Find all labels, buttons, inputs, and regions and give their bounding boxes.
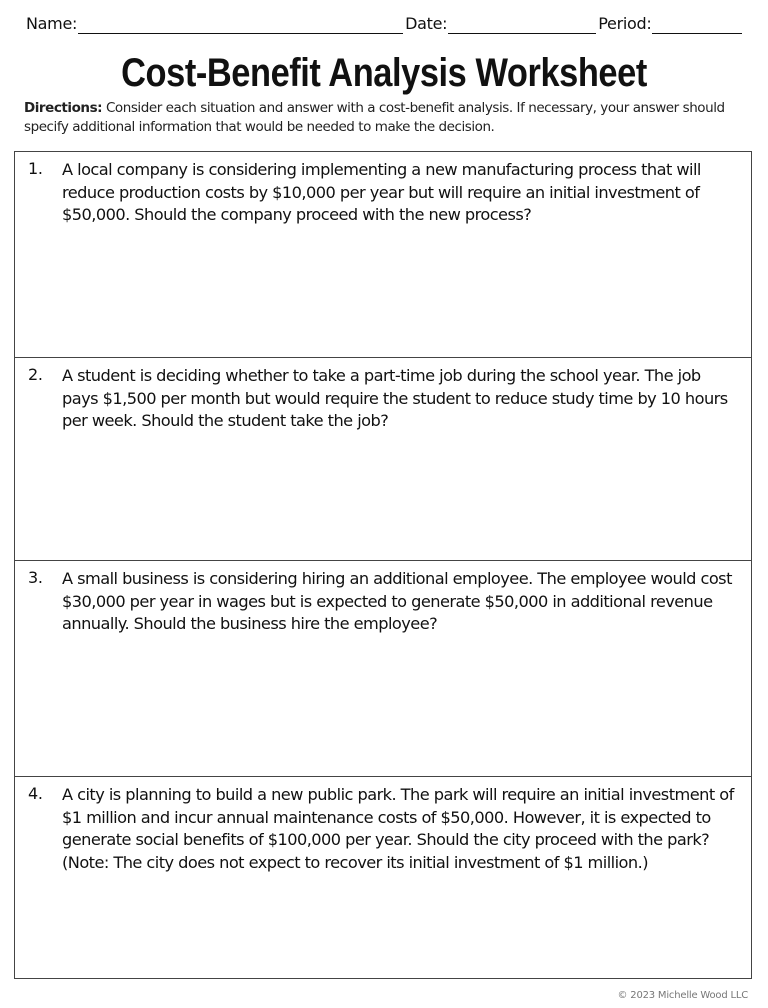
date-label: Date: — [405, 14, 448, 33]
question-row-1[interactable] — [15, 152, 751, 358]
question-text: A small business is considering hiring an additional employee. The employee would cost $30,000 per year in wages but is expected to generate $50,000 in additional revenue annually. Should the business hire the employee? — [62, 569, 732, 633]
question-text: A city is planning to build a new public park. The park will require an initial investment of $1 million and incur annual maintenance costs of $50,000. However, it is expected to generate social benefits of $100,000 per year. Should the city proceed with the park? (Note: The city does not expect to recover its initial investment of $1 million.) — [62, 785, 734, 872]
directions-text: Consider each situation and answer with a cost-benefit analysis. If necessary, your answer should specify additional information that would be needed to make the decision. — [24, 100, 725, 135]
copyright-footer: © 2023 Michelle Wood LLC — [617, 990, 748, 1001]
question-row-2[interactable] — [15, 358, 751, 561]
period-label: Period: — [598, 14, 652, 33]
directions-label: Directions: — [24, 100, 103, 116]
period-line[interactable] — [652, 15, 742, 34]
name-label: Name: — [26, 14, 78, 33]
question-row-3[interactable] — [15, 561, 751, 777]
question-text: A local company is considering implementing a new manufacturing process that will reduce production costs by $10,000 per year but will require an initial investment of $50,000. Should the company proceed with the new process? — [62, 160, 701, 224]
student-info-header — [26, 8, 742, 34]
questions-table — [14, 151, 752, 979]
date-line[interactable] — [448, 15, 596, 34]
directions — [24, 99, 736, 137]
question-number: 1. — [28, 159, 43, 178]
question-number: 3. — [28, 568, 43, 587]
question-number: 2. — [28, 365, 43, 384]
page-title: Cost-Benefit Analysis Worksheet — [121, 51, 647, 95]
question-number: 4. — [28, 784, 43, 803]
question-text: A student is deciding whether to take a part-time job during the school year. The job pays $1,500 per month but would require the student to reduce study time by 10 hours per week. Should the student take the job? — [62, 366, 728, 430]
name-line[interactable] — [78, 15, 403, 34]
question-row-4[interactable] — [15, 777, 751, 977]
